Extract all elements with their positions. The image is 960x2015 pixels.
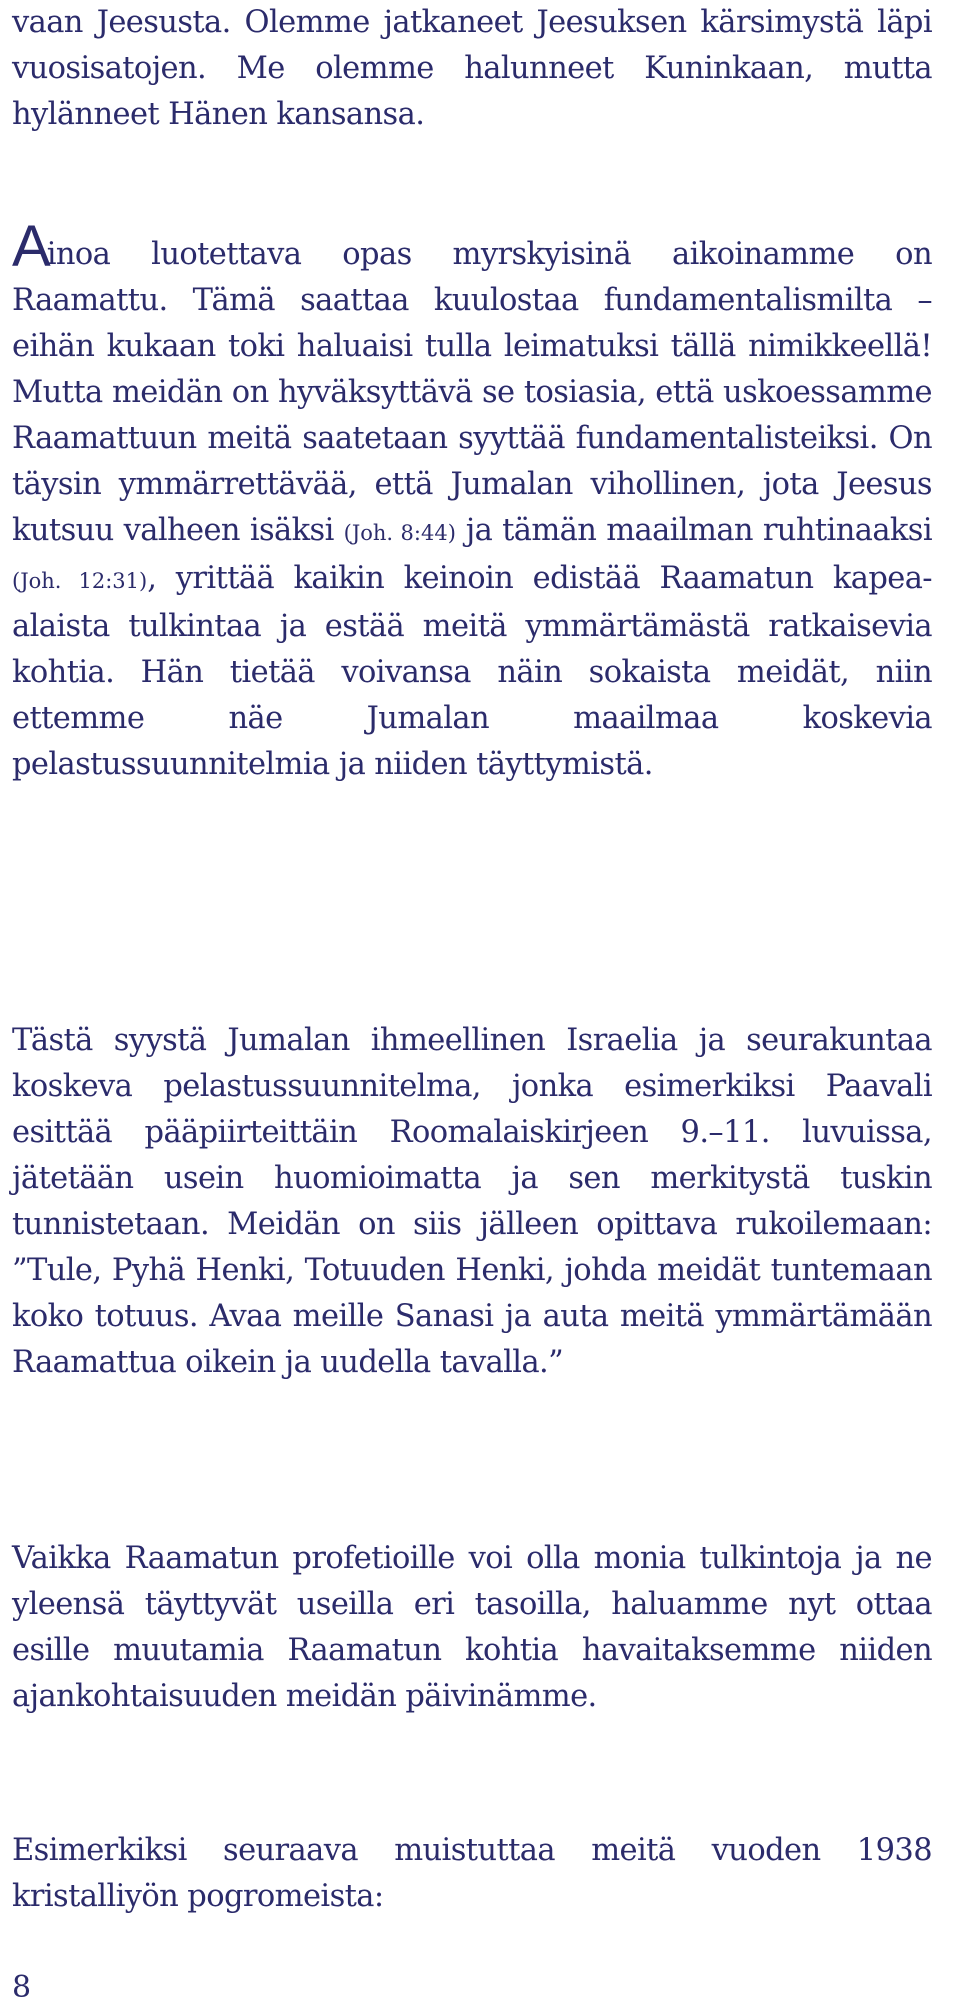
page-number: 8 (12, 1970, 32, 2005)
bible-reference-1: (Joh. 8:44) (343, 521, 456, 545)
paragraph-5: Esimerkiksi seuraava muistuttaa meitä vuoden 1938 kristalliyön pogromeista: (12, 1833, 932, 1914)
bible-reference-2: (Joh. 12:31) (12, 569, 148, 593)
paragraph-2-text-c: , yrittää kaikin keinoin edistää Raamatun kapea-alaista tulkintaa ja estää meitä ymmärtämästä ratkaisevia kohtia. Hän tietää voivansa näin sokaista meidät, niin ettemme näe Jumalan maailmaa koskevia pelastussuunnitelmia ja niiden täyttymistä. (12, 561, 932, 782)
paragraph-3: Tästä syystä Jumalan ihmeellinen Israelia ja seurakuntaa koskeva pelastussuunnitelma, jonka esimerkiksi Paavali esittää pääpiirteittäin Roomalaiskirjeen 9.–11. luvuissa, jätetään usein huomioimatta ja sen merkitystä tuskin tunnistetaan. Meidän on siis jälleen opittava rukoilemaan: ”Tule, Pyhä Henki, Totuuden Henki, johda meidät tuntemaan koko totuus. Avaa meille Sanasi ja auta meitä ymmärtämään Raamattua oikein ja uudella tavalla.” (12, 1023, 932, 1380)
paragraph-4: Vaikka Raamatun profetioille voi olla monia tulkintoja ja ne yleensä täyttyvät useilla eri tasoilla, haluamme nyt ottaa esille muutamia Raamatun kohtia havaitaksemme niiden ajankohtaisuuden meidän päivinämme. (12, 1541, 932, 1714)
paragraph-2-text-a: inoa luotettava opas myrskyisinä aikoinamme on Raamattu. Tämä saattaa kuulostaa fundamentalismilta – eihän kukaan toki haluaisi tulla leimatuksi tällä nimikkeellä! Mutta meidän on hyväksyttävä se tosiasia, että uskoessamme Raamattuun meitä saatetaan syyttää fundamentalisteiksi. On täysin ymmärrettävää, että Jumalan vihollinen, jota Jeesus kutsuu valheen isäksi (12, 237, 932, 548)
paragraph-2 (12, 214, 933, 788)
drop-cap: A (12, 214, 51, 279)
paragraph-1: vaan Jeesusta. Olemme jatkaneet Jeesuksen kärsimystä läpi vuosisatojen. Me olemme halunneet Kuninkaan, mutta hylänneet Hänen kansansa. (12, 5, 932, 132)
paragraph-2-text-b: ja tämän maailman ruhtinaaksi (455, 513, 933, 548)
